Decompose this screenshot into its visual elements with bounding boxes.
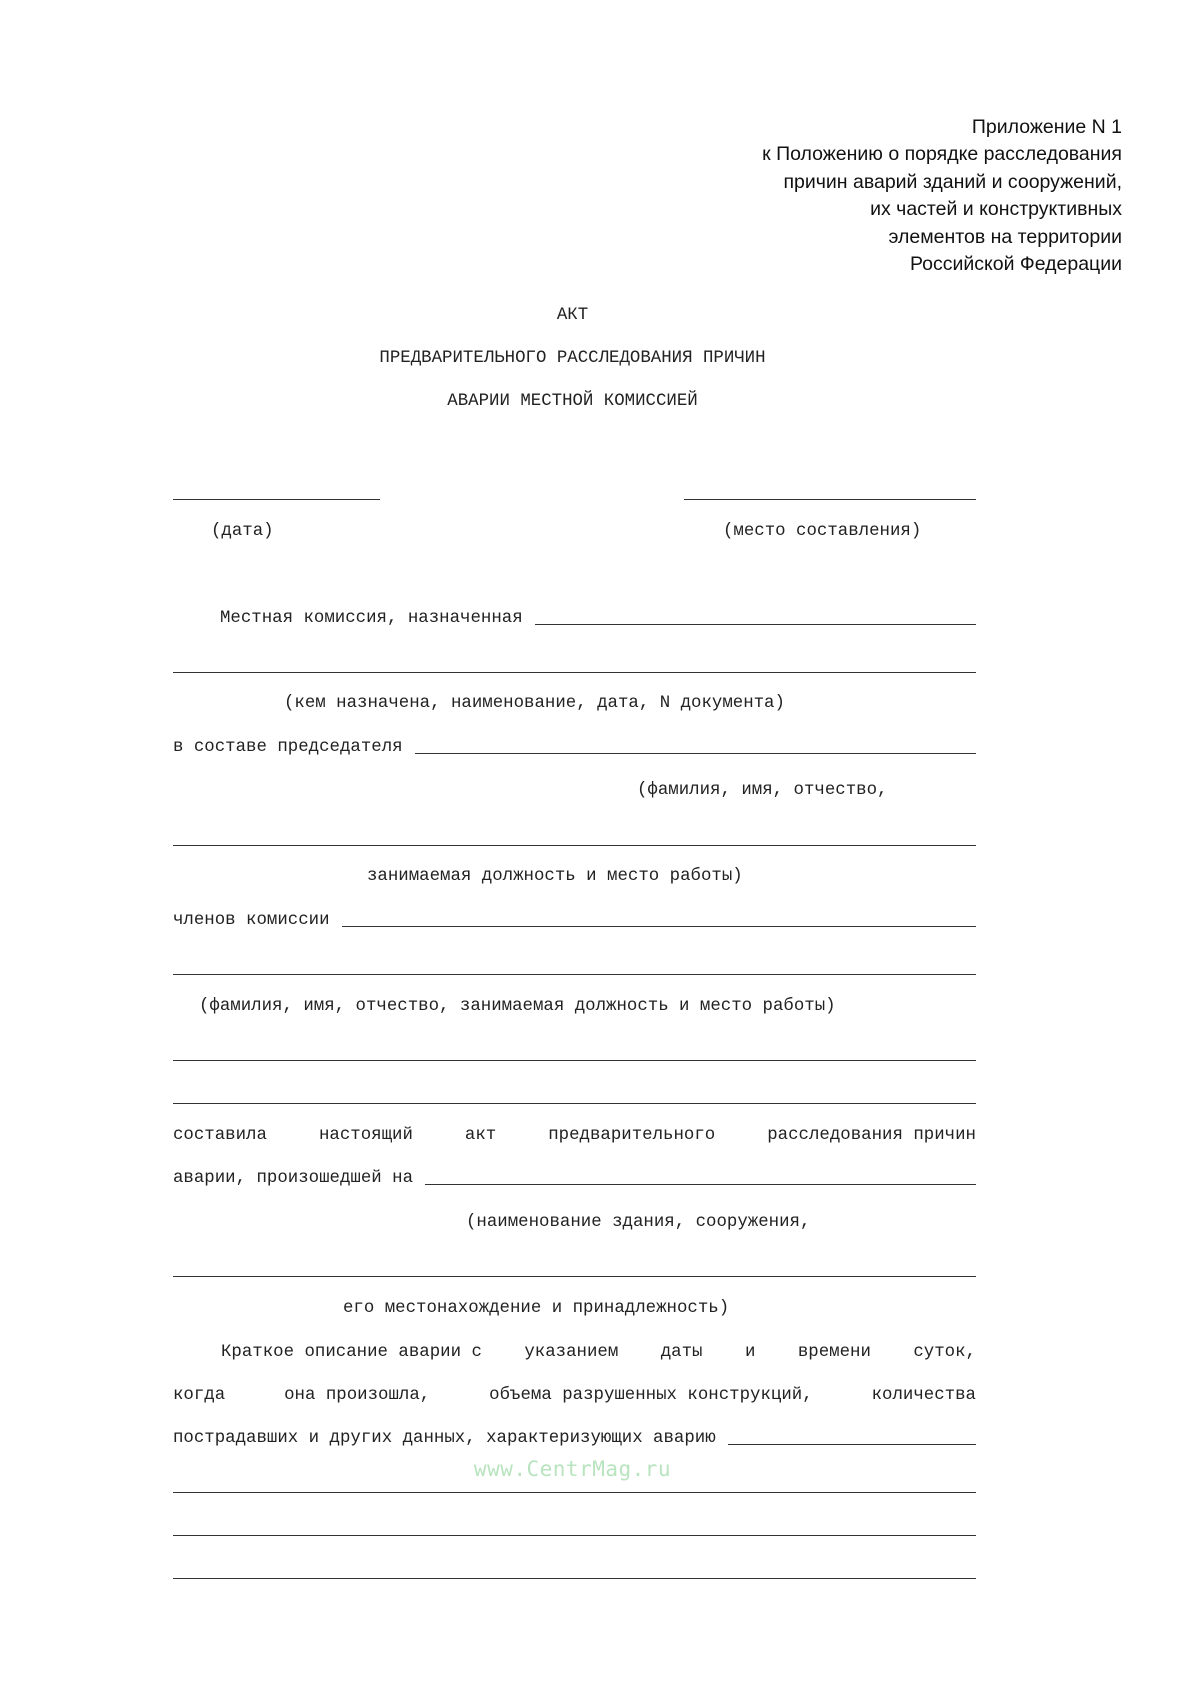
appointed-field-line-2[interactable] — [173, 672, 976, 673]
watermark: www.CentrMag.ru — [473, 1457, 672, 1481]
appointed-caption: (кем назначена, наименование, дата, N документа) — [284, 694, 785, 713]
doc-title: АКТ — [556, 306, 589, 325]
description-word: Краткое описание аварии с — [221, 1343, 482, 1362]
appendix-line: их частей и конструктивных — [870, 198, 1122, 221]
appendix-line: к Положению о порядке расследования — [762, 143, 1122, 166]
members-label: членов комиссии — [173, 911, 330, 930]
date-field-line[interactable] — [173, 499, 380, 500]
appendix-line: причин аварий зданий и сооружений, — [783, 170, 1122, 193]
description-field-line-4[interactable] — [173, 1578, 976, 1579]
chairman-caption-1: (фамилия, имя, отчество, — [637, 781, 888, 800]
appointed-row — [173, 609, 976, 628]
occurred-field-line[interactable] — [425, 1184, 976, 1185]
members-field-line[interactable] — [342, 926, 976, 927]
chairman-row — [173, 738, 976, 757]
members-field-line-2[interactable] — [173, 974, 976, 975]
occurred-label: аварии, произошедшей на — [173, 1169, 414, 1188]
members-field-line-4[interactable] — [173, 1103, 976, 1104]
description-word: времени — [797, 1343, 871, 1362]
place-field-line[interactable] — [684, 499, 976, 500]
object-field-line-2[interactable] — [173, 1276, 976, 1277]
appendix-line: Российской Федерации — [909, 253, 1122, 276]
object-caption-2: его местонахождение и принадлежность) — [343, 1299, 730, 1318]
appendix-header — [602, 114, 1122, 278]
description-line-2 — [173, 1386, 976, 1405]
date-caption: (дата) — [211, 522, 274, 541]
description-field-line-2[interactable] — [173, 1492, 976, 1493]
appointed-field-line[interactable] — [535, 624, 976, 625]
members-row — [173, 911, 976, 930]
chairman-caption-2: занимаемая должность и место работы) — [367, 867, 743, 886]
chairman-field-line-2[interactable] — [173, 845, 976, 846]
description-word: когда — [173, 1386, 226, 1405]
description-word: объема разрушенных конструкций, — [489, 1386, 813, 1405]
doc-subtitle-1: ПРЕДВАРИТЕЛЬНОГО РАССЛЕДОВАНИЯ ПРИЧИН — [379, 349, 766, 368]
description-word: суток, — [913, 1343, 976, 1362]
appendix-line: элементов на территории — [888, 225, 1122, 248]
chairman-field-line[interactable] — [415, 753, 976, 754]
description-word: она произошла, — [284, 1386, 431, 1405]
appendix-line: Приложение N 1 — [971, 116, 1122, 138]
act-word: составила — [173, 1126, 267, 1145]
description-word: и — [744, 1343, 756, 1362]
description-word: даты — [660, 1343, 703, 1362]
members-field-line-3[interactable] — [173, 1060, 976, 1061]
description-word: количества — [871, 1386, 976, 1405]
act-statement-line — [173, 1126, 976, 1145]
act-word: настоящий — [318, 1126, 413, 1145]
occurred-row — [173, 1169, 976, 1188]
appointed-label: Местная комиссия, назначенная — [220, 609, 523, 628]
act-word: предварительного — [548, 1126, 716, 1145]
doc-subtitle-2: АВАРИИ МЕСТНОЙ КОМИССИЕЙ — [447, 392, 698, 411]
chairman-label: в составе председателя — [173, 738, 403, 757]
object-caption-1: (наименование здания, сооружения, — [466, 1213, 811, 1232]
description-field-line[interactable] — [728, 1444, 976, 1445]
act-word: акт — [464, 1126, 497, 1145]
description-row-3 — [173, 1429, 976, 1448]
description-field-line-3[interactable] — [173, 1535, 976, 1536]
description-line-1 — [221, 1343, 976, 1362]
place-caption: (место составления) — [723, 522, 922, 541]
act-word: расследования причин — [767, 1126, 976, 1145]
description-label: пострадавших и других данных, характеризующих аварию — [173, 1429, 716, 1448]
members-caption: (фамилия, имя, отчество, занимаемая должность и место работы) — [199, 997, 836, 1016]
description-word: указанием — [524, 1343, 619, 1362]
